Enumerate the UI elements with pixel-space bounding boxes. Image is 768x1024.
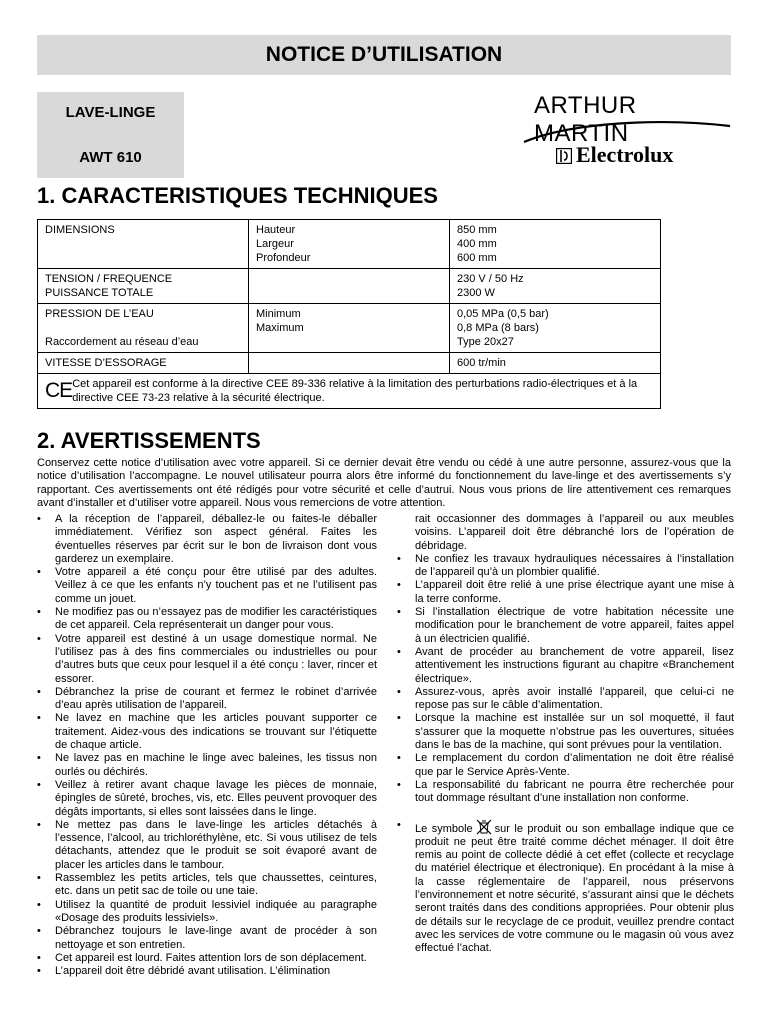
spec-label-line: DIMENSIONS — [45, 224, 115, 236]
warnings-right-column — [397, 513, 734, 956]
spec-label — [38, 353, 249, 374]
spec-value-line: 0,05 MPa (0,5 bar) — [457, 308, 549, 320]
warning-item: • Débranchez la prise de courant et fermez le robinet d’arrivée d’eau après utilisation de l’appareil. — [37, 686, 377, 713]
spec-value — [450, 220, 661, 269]
spec-row — [38, 220, 661, 269]
ce-mark-icon: CE — [45, 379, 73, 402]
spec-label — [38, 269, 249, 304]
warning-item: • Ne mettez pas dans le lave-linge les articles détachés à l’essence, l’alcool, au trichloréthylène, etc. Si vous utilisez de tels détachants, attendez que le produit se soit évaporé avant de placer les articles dans le tambour. — [37, 819, 377, 872]
spec-value — [450, 353, 661, 374]
warning-item: • Rassemblez les petits articles, tels que chaussettes, ceintures, etc. dans un petit sac de toile ou une taie. — [37, 872, 377, 899]
spec-label-line: PRESSION DE L’EAU — [45, 308, 154, 320]
warning-item: • Lorsque la machine est installée sur un sol moquetté, il faut s’assurer que la moquette n’obstrue pas les ouvertures, situées dans le bas de la machine, qui sont prévues pour la ventilation. — [397, 712, 734, 752]
warning-item: • Veillez à retirer avant chaque lavage les pièces de monnaie, épingles de sûreté, broches, vis, etc. Elles peuvent provoquer des dégâts importants, si elles sont laissées dans le linge. — [37, 779, 377, 819]
spec-value-line: Type 20x27 — [457, 336, 514, 348]
spec-sub-line: Hauteur — [256, 224, 296, 236]
warning-item: • Débranchez toujours le lave-linge avant de procéder à son nettoyage et son entretien. — [37, 925, 377, 952]
spec-sub — [249, 269, 450, 304]
spec-row — [38, 304, 661, 353]
product-type: LAVE-LINGE — [65, 104, 156, 121]
warning-item: • Cet appareil est lourd. Faites attention lors de son déplacement. — [37, 952, 377, 965]
warning-item: • Si l’installation électrique de votre habitation nécessite une modification pour le branchement de votre appareil, faites appel à un électricien qualifié. — [397, 606, 734, 646]
brand-secondary: Electrolux — [576, 142, 674, 167]
ce-text: Cet appareil est conforme à la directive CEE 89-336 relative à la limitation des perturbations radio-électriques et à la directive CEE 73-23 relative à la sécurité électrique. — [72, 378, 638, 404]
spec-label-line: TENSION / FREQUENCE — [45, 273, 173, 285]
spec-sub — [249, 220, 450, 269]
section-title-warnings: 2. AVERTISSEMENTS — [37, 428, 261, 453]
specs-table — [37, 219, 661, 409]
spec-value-line: 230 V / 50 Hz — [457, 273, 524, 285]
warning-item: • L’appareil doit être débridé avant utilisation. L’élimination — [37, 965, 377, 978]
warning-item: • Avant de procéder au branchement de votre appareil, lisez attentivement les instructions figurant au chapitre «Branchement électrique». — [397, 646, 734, 686]
weee-item: • Le symbole sur le produit ou son emballage indique que ce produit ne peut être traité comme déchet ménager. Il doit être remis au point de collecte dédié à cet effet (collecte et recyclage du matériel électrique et électronique). En procédant à la mise à la casse réglementaire de l’appareil, nous préservons l’environnement et notre sécurité, s’assurant ainsi que le déchets seront traités dans des conditions appropriées. Pour obtenir plus de détails sur le recyclage de ce produit, veuillez prendre contact avec les services de votre commune ou le magasin où vous avez effectué l’achat. — [397, 819, 734, 956]
warning-item: • La responsabilité du fabricant ne pourra être recherchée pour tout dommage résultant d’une installation non conforme. — [397, 779, 734, 806]
section-title-specs: 1. CARACTERISTIQUES TECHNIQUES — [37, 183, 438, 208]
brand-primary: ARTHUR MARTIN — [534, 92, 637, 147]
continuation-text: rait occasionner des dommages à l’appareil ou aux meubles voisins. L’appareil doit être débranché lors de l’opération de débridage. — [415, 513, 734, 552]
spec-row — [38, 353, 661, 374]
warning-item: • Ne lavez en machine que les articles pouvant supporter ce traitement. Aidez-vous des indications se trouvant sur l’étiquette de chaque article. — [37, 712, 377, 752]
warning-item: • Ne confiez les travaux hydrauliques nécessaires à l’installation de l’appareil qu’à un plombier qualifié. — [397, 553, 734, 580]
spec-value-line: 0,8 MPa (8 bars) — [457, 322, 539, 334]
spec-sub — [249, 353, 450, 374]
ce-row — [38, 374, 661, 409]
spec-value-line: 600 tr/min — [457, 357, 506, 369]
warning-item: • Utilisez la quantité de produit lessiviel indiquée au paragraphe «Dosage des produits lessiviels». — [37, 899, 377, 926]
warning-item: • Votre appareil a été conçu pour être utilisé par des adultes. Veillez à ce que les enfants n’y touchent pas et ne l’utilisent pas comme un jouet. — [37, 566, 377, 606]
spec-label-line: PUISSANCE TOTALE — [45, 287, 154, 299]
model-number: AWT 610 — [79, 149, 142, 166]
spec-label — [38, 304, 249, 353]
spec-value — [450, 269, 661, 304]
spec-label — [38, 220, 249, 269]
spec-value — [450, 304, 661, 353]
warning-item: • Ne lavez pas en machine le linge avec baleines, les tissus non ourlés ou déchirés. — [37, 752, 377, 779]
swoosh-icon — [522, 114, 732, 144]
warning-item: • Votre appareil est destiné à un usage domestique normal. Ne l’utilisez pas à des fins commerciales ou industrielles ou pour d’autres buts que ceux pour lesquel il a été conçu : laver, rincer et essorer. — [37, 633, 377, 686]
page-title: NOTICE D’UTILISATION — [37, 35, 731, 75]
product-box — [37, 92, 184, 178]
spec-sub-line: Maximum — [256, 322, 304, 334]
warning-item: • Assurez-vous, après avoir installé l’appareil, que celui-ci ne repose pas sur le câble d’alimentation. — [397, 686, 734, 713]
electrolux-logo-icon — [556, 148, 572, 164]
warning-item: • Le remplacement du cordon d’alimentation ne doit être réalisé que par le Service Après-Vente. — [397, 752, 734, 779]
spec-row — [38, 269, 661, 304]
warnings-left-column — [37, 513, 377, 978]
warning-item: • L’appareil doit être relié à une prise électrique ayant une mise à la terre conforme. — [397, 579, 734, 606]
spec-value-line: 400 mm — [457, 238, 497, 250]
spec-value-line: 2300 W — [457, 287, 495, 299]
spec-label-line — [45, 321, 241, 335]
spec-sub-line: Largeur — [256, 238, 294, 250]
warning-item: • Ne modifiez pas ou n’essayez pas de modifier les caractéristiques de cet appareil. Cela représenterait un danger pour vous. — [37, 606, 377, 633]
spec-value-line: 600 mm — [457, 252, 497, 264]
spec-sub-line: Profondeur — [256, 252, 311, 264]
spec-sub-line: Minimum — [256, 308, 301, 320]
spec-label-line: VITESSE D’ESSORAGE — [45, 357, 167, 369]
spec-label-line: Raccordement au réseau d’eau — [45, 336, 199, 348]
spec-sub — [249, 304, 450, 353]
brand-logo — [522, 92, 732, 172]
intro-paragraph: Conservez cette notice d’utilisation avec votre appareil. Si ce dernier devait être vendu ou cédé à une autre personne, assurez-vous que la notice d’utilisation l’accompagne. Le nouvel utilisateur pourra alors être informé du fonctionnement du lave-linge et des avertissements s’y rapportant. Ces avertissements ont été rédigés pour votre sécurité et celle d’autrui. Nous vous prions de lire attentivement ces remarques avant d’installer et d’utiliser votre appareil. Nous vous remercions de votre attention. — [37, 457, 731, 509]
crossed-bin-icon — [476, 819, 492, 835]
spec-value-line: 850 mm — [457, 224, 497, 236]
warning-item: • A la réception de l’appareil, déballez-le ou faites-le déballer immédiatement. Vérifiez son aspect général. Faites les éventuelles réserves par écrit sur le bon de livraison dont vous garderez un exemplaire. — [37, 513, 377, 566]
